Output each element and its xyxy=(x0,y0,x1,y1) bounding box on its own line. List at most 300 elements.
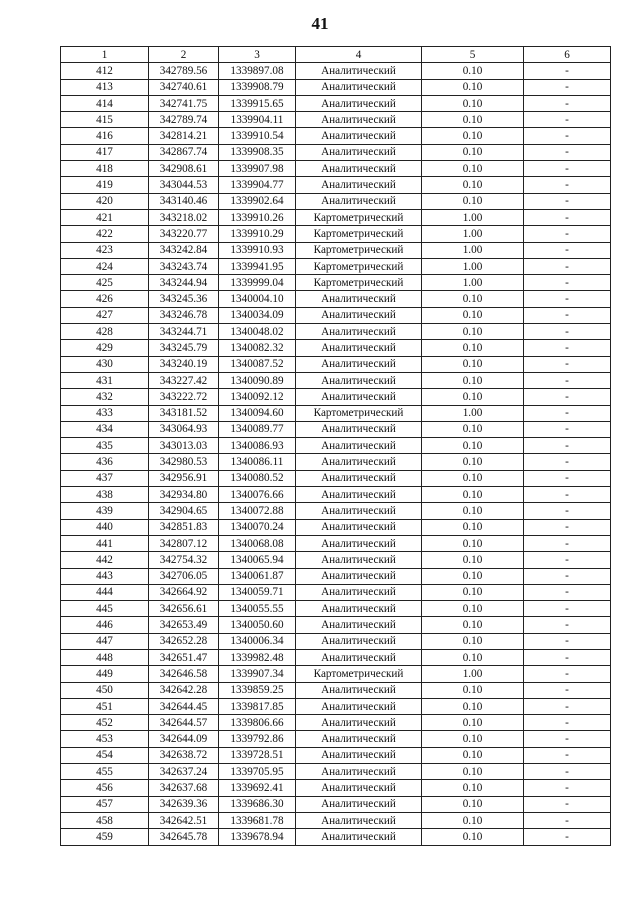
accuracy-cell: 0.10 xyxy=(422,291,524,307)
method-cell: Аналитический xyxy=(296,470,422,486)
y-coordinate-cell: 1340089.77 xyxy=(219,421,296,437)
method-cell: Картометрический xyxy=(296,242,422,258)
method-cell: Аналитический xyxy=(296,324,422,340)
x-coordinate-cell: 342867.74 xyxy=(149,144,219,160)
accuracy-cell: 1.00 xyxy=(422,405,524,421)
method-cell: Картометрический xyxy=(296,209,422,225)
point-number-cell: 434 xyxy=(61,421,149,437)
table-row xyxy=(61,161,611,177)
note-cell: - xyxy=(524,535,611,551)
y-coordinate-cell: 1339982.48 xyxy=(219,649,296,665)
x-coordinate-cell: 342980.53 xyxy=(149,454,219,470)
y-coordinate-cell: 1339908.35 xyxy=(219,144,296,160)
note-cell: - xyxy=(524,438,611,454)
accuracy-cell: 1.00 xyxy=(422,209,524,225)
note-cell: - xyxy=(524,747,611,763)
x-coordinate-cell: 342656.61 xyxy=(149,601,219,617)
accuracy-cell: 0.10 xyxy=(422,307,524,323)
y-coordinate-cell: 1340048.02 xyxy=(219,324,296,340)
x-coordinate-cell: 342807.12 xyxy=(149,535,219,551)
method-cell: Аналитический xyxy=(296,535,422,551)
table-row xyxy=(61,764,611,780)
table-row xyxy=(61,372,611,388)
accuracy-cell: 0.10 xyxy=(422,421,524,437)
accuracy-cell: 0.10 xyxy=(422,438,524,454)
point-number-cell: 451 xyxy=(61,698,149,714)
method-cell: Аналитический xyxy=(296,487,422,503)
accuracy-cell: 0.10 xyxy=(422,63,524,79)
accuracy-cell: 0.10 xyxy=(422,731,524,747)
table-row xyxy=(61,503,611,519)
note-cell: - xyxy=(524,780,611,796)
x-coordinate-cell: 343244.94 xyxy=(149,275,219,291)
x-coordinate-cell: 342814.21 xyxy=(149,128,219,144)
note-cell: - xyxy=(524,682,611,698)
y-coordinate-cell: 1340082.32 xyxy=(219,340,296,356)
note-cell: - xyxy=(524,389,611,405)
table-row xyxy=(61,584,611,600)
point-number-cell: 448 xyxy=(61,649,149,665)
note-cell: - xyxy=(524,372,611,388)
table-row xyxy=(61,812,611,828)
point-number-cell: 423 xyxy=(61,242,149,258)
table-row xyxy=(61,356,611,372)
x-coordinate-cell: 342638.72 xyxy=(149,747,219,763)
accuracy-cell: 0.10 xyxy=(422,79,524,95)
x-coordinate-cell: 342706.05 xyxy=(149,568,219,584)
x-coordinate-cell: 342904.65 xyxy=(149,503,219,519)
table-row xyxy=(61,829,611,845)
point-number-cell: 443 xyxy=(61,568,149,584)
table-row xyxy=(61,242,611,258)
y-coordinate-cell: 1340061.87 xyxy=(219,568,296,584)
note-cell: - xyxy=(524,487,611,503)
y-coordinate-cell: 1339907.34 xyxy=(219,666,296,682)
y-coordinate-cell: 1339692.41 xyxy=(219,780,296,796)
x-coordinate-cell: 342644.57 xyxy=(149,715,219,731)
accuracy-cell: 0.10 xyxy=(422,552,524,568)
method-cell: Аналитический xyxy=(296,601,422,617)
table-row xyxy=(61,780,611,796)
method-cell: Аналитический xyxy=(296,307,422,323)
method-cell: Аналитический xyxy=(296,698,422,714)
y-coordinate-cell: 1340072.88 xyxy=(219,503,296,519)
note-cell: - xyxy=(524,161,611,177)
point-number-cell: 417 xyxy=(61,144,149,160)
x-coordinate-cell: 343244.71 xyxy=(149,324,219,340)
point-number-cell: 424 xyxy=(61,258,149,274)
accuracy-cell: 0.10 xyxy=(422,780,524,796)
table-row xyxy=(61,519,611,535)
y-coordinate-cell: 1339792.86 xyxy=(219,731,296,747)
table-row xyxy=(61,291,611,307)
x-coordinate-cell: 342789.74 xyxy=(149,112,219,128)
method-cell: Аналитический xyxy=(296,112,422,128)
method-cell: Картометрический xyxy=(296,258,422,274)
y-coordinate-cell: 1340065.94 xyxy=(219,552,296,568)
x-coordinate-cell: 342789.56 xyxy=(149,63,219,79)
x-coordinate-cell: 342851.83 xyxy=(149,519,219,535)
y-coordinate-cell: 1340080.52 xyxy=(219,470,296,486)
x-coordinate-cell: 342646.58 xyxy=(149,666,219,682)
point-number-cell: 419 xyxy=(61,177,149,193)
y-coordinate-cell: 1339897.08 xyxy=(219,63,296,79)
x-coordinate-cell: 343240.19 xyxy=(149,356,219,372)
table-row xyxy=(61,389,611,405)
accuracy-cell: 0.10 xyxy=(422,112,524,128)
accuracy-cell: 0.10 xyxy=(422,487,524,503)
note-cell: - xyxy=(524,796,611,812)
note-cell: - xyxy=(524,519,611,535)
accuracy-cell: 0.10 xyxy=(422,829,524,845)
y-coordinate-cell: 1339728.51 xyxy=(219,747,296,763)
table-row xyxy=(61,601,611,617)
accuracy-cell: 0.10 xyxy=(422,601,524,617)
y-coordinate-cell: 1339904.77 xyxy=(219,177,296,193)
note-cell: - xyxy=(524,731,611,747)
method-cell: Аналитический xyxy=(296,731,422,747)
y-coordinate-cell: 1339999.04 xyxy=(219,275,296,291)
y-coordinate-cell: 1340070.24 xyxy=(219,519,296,535)
y-coordinate-cell: 1339907.98 xyxy=(219,161,296,177)
method-cell: Аналитический xyxy=(296,63,422,79)
y-coordinate-cell: 1339681.78 xyxy=(219,812,296,828)
table-row xyxy=(61,258,611,274)
x-coordinate-cell: 342908.61 xyxy=(149,161,219,177)
method-cell: Аналитический xyxy=(296,633,422,649)
point-number-cell: 415 xyxy=(61,112,149,128)
method-cell: Картометрический xyxy=(296,275,422,291)
table-row xyxy=(61,796,611,812)
point-number-cell: 452 xyxy=(61,715,149,731)
method-cell: Картометрический xyxy=(296,405,422,421)
accuracy-cell: 0.10 xyxy=(422,161,524,177)
point-number-cell: 432 xyxy=(61,389,149,405)
point-number-cell: 439 xyxy=(61,503,149,519)
note-cell: - xyxy=(524,666,611,682)
x-coordinate-cell: 343013.03 xyxy=(149,438,219,454)
accuracy-cell: 0.10 xyxy=(422,519,524,535)
x-coordinate-cell: 342653.49 xyxy=(149,617,219,633)
point-number-cell: 428 xyxy=(61,324,149,340)
accuracy-cell: 0.10 xyxy=(422,584,524,600)
accuracy-cell: 1.00 xyxy=(422,242,524,258)
x-coordinate-cell: 343220.77 xyxy=(149,226,219,242)
y-coordinate-cell: 1340050.60 xyxy=(219,617,296,633)
point-number-cell: 454 xyxy=(61,747,149,763)
column-header-accuracy: 5 xyxy=(422,47,524,63)
table-row xyxy=(61,405,611,421)
method-cell: Аналитический xyxy=(296,128,422,144)
method-cell: Аналитический xyxy=(296,372,422,388)
x-coordinate-cell: 342664.92 xyxy=(149,584,219,600)
table-row xyxy=(61,698,611,714)
method-cell: Аналитический xyxy=(296,356,422,372)
table-row xyxy=(61,470,611,486)
note-cell: - xyxy=(524,275,611,291)
y-coordinate-cell: 1339910.54 xyxy=(219,128,296,144)
table-row xyxy=(61,568,611,584)
x-coordinate-cell: 342637.68 xyxy=(149,780,219,796)
y-coordinate-cell: 1339806.66 xyxy=(219,715,296,731)
table-row xyxy=(61,324,611,340)
point-number-cell: 425 xyxy=(61,275,149,291)
table-row xyxy=(61,112,611,128)
method-cell: Аналитический xyxy=(296,568,422,584)
column-header-x: 2 xyxy=(149,47,219,63)
table-row xyxy=(61,454,611,470)
y-coordinate-cell: 1339678.94 xyxy=(219,829,296,845)
table-row xyxy=(61,682,611,698)
y-coordinate-cell: 1339910.29 xyxy=(219,226,296,242)
note-cell: - xyxy=(524,112,611,128)
y-coordinate-cell: 1340092.12 xyxy=(219,389,296,405)
accuracy-cell: 1.00 xyxy=(422,226,524,242)
note-cell: - xyxy=(524,95,611,111)
accuracy-cell: 0.10 xyxy=(422,715,524,731)
note-cell: - xyxy=(524,617,611,633)
method-cell: Аналитический xyxy=(296,519,422,535)
y-coordinate-cell: 1339904.11 xyxy=(219,112,296,128)
point-number-cell: 431 xyxy=(61,372,149,388)
accuracy-cell: 0.10 xyxy=(422,95,524,111)
note-cell: - xyxy=(524,584,611,600)
table-row xyxy=(61,340,611,356)
accuracy-cell: 0.10 xyxy=(422,535,524,551)
table-row xyxy=(61,226,611,242)
note-cell: - xyxy=(524,340,611,356)
accuracy-cell: 0.10 xyxy=(422,177,524,193)
note-cell: - xyxy=(524,470,611,486)
coordinates-table xyxy=(60,46,611,846)
table-row xyxy=(61,144,611,160)
x-coordinate-cell: 342642.28 xyxy=(149,682,219,698)
y-coordinate-cell: 1340006.34 xyxy=(219,633,296,649)
column-header-note: 6 xyxy=(524,47,611,63)
point-number-cell: 455 xyxy=(61,764,149,780)
point-number-cell: 416 xyxy=(61,128,149,144)
x-coordinate-cell: 343218.02 xyxy=(149,209,219,225)
note-cell: - xyxy=(524,324,611,340)
x-coordinate-cell: 343243.74 xyxy=(149,258,219,274)
x-coordinate-cell: 342642.51 xyxy=(149,812,219,828)
table-row xyxy=(61,63,611,79)
table-row xyxy=(61,731,611,747)
note-cell: - xyxy=(524,633,611,649)
point-number-cell: 413 xyxy=(61,79,149,95)
x-coordinate-cell: 343064.93 xyxy=(149,421,219,437)
method-cell: Аналитический xyxy=(296,340,422,356)
table-row xyxy=(61,552,611,568)
note-cell: - xyxy=(524,552,611,568)
y-coordinate-cell: 1340086.11 xyxy=(219,454,296,470)
table-row xyxy=(61,649,611,665)
point-number-cell: 445 xyxy=(61,601,149,617)
note-cell: - xyxy=(524,649,611,665)
point-number-cell: 457 xyxy=(61,796,149,812)
point-number-cell: 420 xyxy=(61,193,149,209)
note-cell: - xyxy=(524,454,611,470)
y-coordinate-cell: 1339686.30 xyxy=(219,796,296,812)
x-coordinate-cell: 343246.78 xyxy=(149,307,219,323)
x-coordinate-cell: 343242.84 xyxy=(149,242,219,258)
note-cell: - xyxy=(524,698,611,714)
accuracy-cell: 0.10 xyxy=(422,144,524,160)
method-cell: Аналитический xyxy=(296,291,422,307)
accuracy-cell: 0.10 xyxy=(422,193,524,209)
y-coordinate-cell: 1340094.60 xyxy=(219,405,296,421)
x-coordinate-cell: 343245.79 xyxy=(149,340,219,356)
accuracy-cell: 0.10 xyxy=(422,812,524,828)
method-cell: Аналитический xyxy=(296,829,422,845)
y-coordinate-cell: 1340059.71 xyxy=(219,584,296,600)
note-cell: - xyxy=(524,226,611,242)
accuracy-cell: 0.10 xyxy=(422,633,524,649)
point-number-cell: 421 xyxy=(61,209,149,225)
point-number-cell: 414 xyxy=(61,95,149,111)
method-cell: Картометрический xyxy=(296,666,422,682)
point-number-cell: 447 xyxy=(61,633,149,649)
y-coordinate-cell: 1339915.65 xyxy=(219,95,296,111)
y-coordinate-cell: 1340086.93 xyxy=(219,438,296,454)
note-cell: - xyxy=(524,829,611,845)
table-body xyxy=(61,63,611,845)
accuracy-cell: 1.00 xyxy=(422,258,524,274)
point-number-cell: 429 xyxy=(61,340,149,356)
table-row xyxy=(61,95,611,111)
accuracy-cell: 0.10 xyxy=(422,747,524,763)
method-cell: Аналитический xyxy=(296,389,422,405)
x-coordinate-cell: 342639.36 xyxy=(149,796,219,812)
point-number-cell: 433 xyxy=(61,405,149,421)
table-row xyxy=(61,617,611,633)
table-row xyxy=(61,535,611,551)
point-number-cell: 440 xyxy=(61,519,149,535)
x-coordinate-cell: 342741.75 xyxy=(149,95,219,111)
x-coordinate-cell: 343181.52 xyxy=(149,405,219,421)
method-cell: Аналитический xyxy=(296,764,422,780)
method-cell: Аналитический xyxy=(296,503,422,519)
y-coordinate-cell: 1339908.79 xyxy=(219,79,296,95)
y-coordinate-cell: 1340090.89 xyxy=(219,372,296,388)
note-cell: - xyxy=(524,258,611,274)
table-row xyxy=(61,715,611,731)
accuracy-cell: 0.10 xyxy=(422,796,524,812)
y-coordinate-cell: 1340004.10 xyxy=(219,291,296,307)
x-coordinate-cell: 342644.09 xyxy=(149,731,219,747)
x-coordinate-cell: 342644.45 xyxy=(149,698,219,714)
y-coordinate-cell: 1340068.08 xyxy=(219,535,296,551)
note-cell: - xyxy=(524,63,611,79)
point-number-cell: 422 xyxy=(61,226,149,242)
accuracy-cell: 0.10 xyxy=(422,649,524,665)
point-number-cell: 412 xyxy=(61,63,149,79)
column-header-method: 4 xyxy=(296,47,422,63)
y-coordinate-cell: 1339705.95 xyxy=(219,764,296,780)
point-number-cell: 446 xyxy=(61,617,149,633)
method-cell: Аналитический xyxy=(296,438,422,454)
x-coordinate-cell: 342740.61 xyxy=(149,79,219,95)
method-cell: Аналитический xyxy=(296,617,422,633)
table-row xyxy=(61,747,611,763)
note-cell: - xyxy=(524,356,611,372)
point-number-cell: 426 xyxy=(61,291,149,307)
table-row xyxy=(61,128,611,144)
table-row xyxy=(61,209,611,225)
note-cell: - xyxy=(524,209,611,225)
accuracy-cell: 1.00 xyxy=(422,666,524,682)
accuracy-cell: 0.10 xyxy=(422,372,524,388)
x-coordinate-cell: 342651.47 xyxy=(149,649,219,665)
note-cell: - xyxy=(524,764,611,780)
point-number-cell: 437 xyxy=(61,470,149,486)
note-cell: - xyxy=(524,568,611,584)
accuracy-cell: 0.10 xyxy=(422,682,524,698)
note-cell: - xyxy=(524,128,611,144)
table-row xyxy=(61,487,611,503)
accuracy-cell: 0.10 xyxy=(422,454,524,470)
note-cell: - xyxy=(524,177,611,193)
method-cell: Аналитический xyxy=(296,552,422,568)
accuracy-cell: 0.10 xyxy=(422,128,524,144)
point-number-cell: 418 xyxy=(61,161,149,177)
note-cell: - xyxy=(524,601,611,617)
note-cell: - xyxy=(524,79,611,95)
table-row xyxy=(61,79,611,95)
point-number-cell: 459 xyxy=(61,829,149,845)
point-number-cell: 456 xyxy=(61,780,149,796)
x-coordinate-cell: 342956.91 xyxy=(149,470,219,486)
y-coordinate-cell: 1339941.95 xyxy=(219,258,296,274)
point-number-cell: 430 xyxy=(61,356,149,372)
accuracy-cell: 1.00 xyxy=(422,275,524,291)
point-number-cell: 449 xyxy=(61,666,149,682)
point-number-cell: 435 xyxy=(61,438,149,454)
method-cell: Картометрический xyxy=(296,226,422,242)
note-cell: - xyxy=(524,421,611,437)
page-number: 41 xyxy=(311,14,329,33)
method-cell: Аналитический xyxy=(296,796,422,812)
method-cell: Аналитический xyxy=(296,421,422,437)
accuracy-cell: 0.10 xyxy=(422,356,524,372)
y-coordinate-cell: 1339910.26 xyxy=(219,209,296,225)
point-number-cell: 427 xyxy=(61,307,149,323)
y-coordinate-cell: 1340076.66 xyxy=(219,487,296,503)
note-cell: - xyxy=(524,144,611,160)
point-number-cell: 442 xyxy=(61,552,149,568)
note-cell: - xyxy=(524,291,611,307)
accuracy-cell: 0.10 xyxy=(422,389,524,405)
method-cell: Аналитический xyxy=(296,649,422,665)
note-cell: - xyxy=(524,503,611,519)
accuracy-cell: 0.10 xyxy=(422,340,524,356)
method-cell: Аналитический xyxy=(296,682,422,698)
point-number-cell: 436 xyxy=(61,454,149,470)
accuracy-cell: 0.10 xyxy=(422,324,524,340)
table-row xyxy=(61,307,611,323)
note-cell: - xyxy=(524,405,611,421)
note-cell: - xyxy=(524,307,611,323)
accuracy-cell: 0.10 xyxy=(422,698,524,714)
table-row xyxy=(61,275,611,291)
x-coordinate-cell: 343140.46 xyxy=(149,193,219,209)
table-header-row xyxy=(61,47,611,63)
x-coordinate-cell: 342934.80 xyxy=(149,487,219,503)
y-coordinate-cell: 1340055.55 xyxy=(219,601,296,617)
table-row xyxy=(61,421,611,437)
table-row xyxy=(61,193,611,209)
accuracy-cell: 0.10 xyxy=(422,764,524,780)
